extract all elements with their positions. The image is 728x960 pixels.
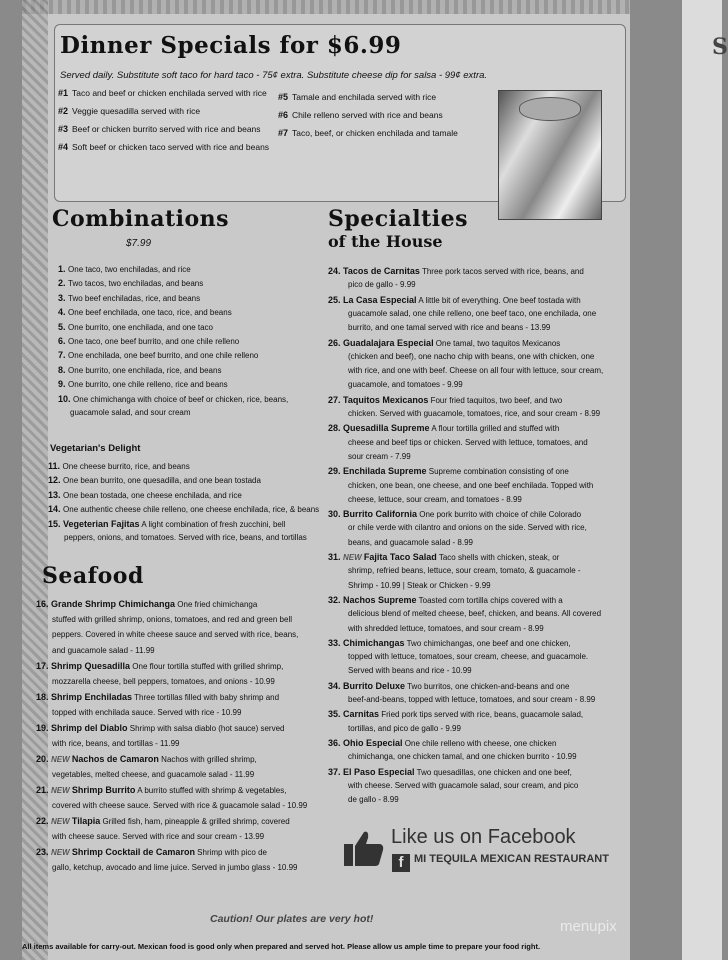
menu-line [348,579,491,593]
item-name: La Casa Especial [343,294,417,305]
menu-line [58,348,258,363]
item-number: 16. [36,599,52,609]
menu-line [348,407,600,421]
item-text: Taco, beef, or chicken enchilada and tamale [292,128,458,138]
item-number: 3. [58,292,69,303]
menu-line [328,636,571,651]
item-text: sour cream - 7.99 [348,451,411,461]
menu-line [328,679,569,694]
menu-line [64,531,307,545]
item-text: Four fried taquitos, two beef, and two [428,395,563,405]
item-number: 6. [58,336,69,346]
item-text: topped with lettuce, tomatoes, sour cream, cheese, and guacamole. [348,652,589,662]
menu-line [70,406,191,420]
item-number: 14. [48,504,64,515]
item-name: Carnitas [343,709,380,720]
menu-line [328,736,556,751]
item-text: with rice, beans, and tortillas - 11.99 [52,738,180,748]
item-text: One chimichanga with choice of beef or chicken, rice, beans, [73,394,289,404]
item-text: One cheese burrito, rice, and beans [62,462,190,471]
item-text: Shrimp - 10.99 | Steak or Chicken - 9.99 [348,580,491,590]
item-text: One chile relleno with cheese, one chicken [402,738,557,748]
item-text: guacamole salad, and sour cream [70,408,191,417]
item-text: peppers, onions, and tomatoes. Served with rice, beans, and tortillas [64,533,307,542]
item-text: One bean tostada, one cheese enchilada, and rice [63,490,242,500]
item-number: 10. [58,393,74,404]
menu-line [328,293,581,308]
menu-line [348,307,596,321]
dinner-specials-title: Dinner Specials for $6.99 [60,32,402,59]
item-text: One bean burrito, one quesadilla, and one bean tostada [63,476,261,486]
menu-line [328,765,572,780]
item-number: 24. [328,266,344,276]
menu-page [22,0,630,960]
item-text: Two chimichangas, one beef and one chicken, [404,638,571,648]
new-badge: NEW [51,817,72,826]
item-number: 2. [58,278,69,289]
item-text: pico de gallo - 9.99 [348,280,416,290]
item-text: Fried pork tips served with rice, beans, guacamole salad, [379,710,584,720]
thumbs-up-icon [342,828,386,868]
item-text: Served with beans and rice - 10.99 [348,666,472,676]
item-text: shrimp, refried beans, lettuce, sour cream, tomato, & guacamole - [348,566,581,576]
menu-line [348,521,587,535]
dinner-specials-left-list [58,84,269,156]
menu-line [328,393,562,408]
menu-line [52,799,307,813]
item-text: delicious blend of melted cheese, beef, chicken, and beans. All covered [348,609,602,619]
item-text: de gallo - 8.99 [348,795,399,805]
menu-line [58,262,191,277]
menu-line [348,722,461,736]
item-text: One beef enchilada, one taco, rice, and beans [68,308,232,318]
item-text: One fried chimichanga [175,600,258,609]
item-number: 25. [328,294,344,305]
menu-line [348,364,603,378]
item-text: stuffed with grilled shrimp, onions, tomatoes, and red and green bell [52,614,292,624]
menu-line [36,721,285,736]
menu-line [36,659,283,674]
item-name: Taquitos Mexicanos [343,394,429,405]
item-number: 36. [328,737,344,748]
item-number: 9. [58,379,69,390]
menu-line [348,650,588,664]
drink-cup-photo [498,90,602,220]
item-text: cheese, lettuce, sour cream, and tomatoes - 8.99 [348,494,522,504]
item-text: One enchilada, one beef burrito, and one chile relleno [68,351,259,361]
item-number: 32. [328,594,344,605]
item-text: Taco and beef or chicken enchilada served with rice [72,88,267,98]
menu-line [348,779,578,793]
item-number: 23. [36,847,52,857]
menu-line [328,264,584,279]
item-text: with rice, and one with beef. Cheese on all four with lettuce, sour cream, [348,366,604,376]
item-name: Shrimp del Diablo [51,723,128,733]
item-number: #3 [58,124,69,134]
item-text: One flour tortilla stuffed with grilled shrimp, [130,662,284,671]
item-number: 33. [328,637,344,648]
item-text: A light combination of fresh zucchini, bell [139,519,286,529]
menu-line [36,752,257,767]
item-number: #7 [278,128,289,138]
item-text: Three tortillas filled with baby shrimp and [132,693,280,702]
menu-line [36,845,267,860]
item-name: Nachos de Camaron [71,754,159,764]
item-number: 22. [36,816,52,826]
item-name: El Paso Especial [343,766,415,777]
watermark: menupix [560,918,617,935]
menu-line [52,706,241,720]
item-text: Three pork tacos served with rice, beans, and [419,267,584,276]
item-text: Two tacos, two enchiladas, and beans [68,279,204,289]
item-text: covered with cheese sauce. Served with rice & guacamole salad - 10.99 [52,800,308,810]
item-number: #1 [58,88,69,98]
caution-text: Caution! Our plates are very hot! [210,913,374,925]
item-text: chicken, one bean, one cheese, and one beef enchilada. Topped with [348,480,594,490]
item-text: or chile verde with cilantro and onions on the side. Served with rice, [348,523,587,533]
dinner-special-item [58,102,269,120]
item-text: One burrito, one chile relleno, rice and beans [68,380,228,390]
adjacent-page-letter: S [712,34,728,60]
menu-line [348,479,593,493]
item-number: 5. [58,321,69,332]
item-number: 29. [328,466,344,477]
item-text: A flour tortilla grilled and stuffed with [429,424,560,434]
specialties-title: Specialties [328,206,469,232]
item-text: Tamale and enchilada served with rice [292,92,437,102]
menu-line [328,707,583,722]
item-number: 27. [328,394,344,405]
seafood-title: Seafood [42,563,144,589]
item-text: One burrito, one enchilada, rice, and beans [68,365,222,375]
combinations-title: Combinations [52,206,230,232]
menu-line [348,450,411,464]
item-text: One tamal, two taquitos Mexicanos [433,338,561,348]
menu-line [48,502,319,517]
item-text: with shredded lettuce, tomatoes, and sour cream - 8.99 [348,623,544,633]
item-text: Toasted corn tortilla chips covered with a [416,595,563,605]
menu-line [328,593,563,608]
item-number: 19. [36,723,52,733]
vegetarian-title: Vegetarian's Delight [50,443,141,454]
menu-line [348,436,588,450]
item-text: guacamole, and tomatoes - 9.99 [348,380,463,390]
menu-line [328,336,560,351]
item-name: Tacos de Carnitas [343,266,420,276]
item-name: Nachos Supreme [343,594,417,605]
menu-line [36,814,290,829]
new-badge: NEW [51,755,72,764]
menu-line [52,628,298,642]
dinner-special-item [58,120,269,138]
item-number: 4. [58,307,69,318]
item-text: Supreme combination consisting of one [426,467,569,477]
item-number: 13. [48,489,64,500]
item-name: Burrito California [343,509,418,520]
item-number: #2 [58,106,69,116]
item-number: #6 [278,110,289,120]
new-badge: NEW [51,786,72,795]
item-name: Shrimp Enchiladas [51,692,133,702]
item-name: Vegeterian Fajitas [63,518,140,529]
menu-line [348,607,601,621]
menu-line [348,664,472,678]
item-name: Tilapia [71,816,101,826]
item-number: 35. [328,709,344,720]
item-text: (chicken and beef), one nacho chip with beans, one with chicken, one [348,351,595,361]
dinner-special-item [278,106,458,124]
item-text: Grilled fish, ham, pineapple & grilled shrimp, covered [100,817,290,826]
footer-note: All items available for carry-out. Mexican food is good only when prepared and served hot. Please allow us ample time to prepare your food right. [22,942,541,951]
menu-line [52,768,254,782]
menu-line [48,459,190,474]
menu-line [348,793,399,807]
dinner-special-item [278,124,458,142]
item-name: Shrimp Burrito [71,785,136,795]
item-text: One taco, one beef burrito, and one chile relleno [68,337,240,346]
item-number: 20. [36,754,52,764]
menu-line [58,363,221,378]
menu-line [58,334,239,349]
dinner-special-item [278,88,458,106]
menu-line [52,613,292,627]
dinner-special-item [58,138,269,156]
item-number: 11. [48,461,63,471]
item-text: chicken. Served with guacamole, tomatoes, rice, and sour cream - 8.99 [348,409,601,418]
menu-line [52,737,179,751]
menu-line [58,320,213,335]
item-number: 15. [48,518,64,529]
restaurant-name: MI TEQUILA MEXICAN RESTAURANT [414,853,609,865]
item-text: and guacamole salad - 11.99 [52,645,155,655]
item-text: One taco, two enchiladas, and rice [68,265,191,274]
item-text: A burrito stuffed with shrimp & vegetables, [135,786,287,795]
item-text: with cheese. Served with guacamole salad, sour cream, and pico [348,780,579,790]
item-number: 26. [328,337,344,348]
dinner-specials-right-list [278,88,458,142]
menu-line [58,392,288,407]
item-text: beans, and guacamole salad - 8.99 [348,537,473,547]
item-text: peppers. Covered in white cheese sauce and served with rice, beans, [52,630,299,639]
item-number: 1. [58,264,69,274]
item-name: Chimichangas [343,637,405,648]
new-badge: NEW [343,553,364,562]
item-text: guacamole salad, one chile relleno, one beef taco, one enchilada, one [348,308,597,318]
menu-line [52,644,155,658]
menu-line [48,473,261,488]
item-number: 34. [328,680,344,691]
menu-line [328,464,569,479]
item-text: Shrimp with pico de [194,848,267,857]
item-number: 21. [36,785,52,795]
menu-line [348,750,577,764]
menu-line [58,291,200,306]
menu-line [348,693,595,707]
item-text: with cheese sauce. Served with rice and sour cream - 13.99 [52,831,265,841]
item-number: #5 [278,92,289,102]
item-number: 7. [58,350,69,361]
menu-line [58,305,232,320]
item-text: beef-and-beans, topped with lettuce, tomatoes, and sour cream - 8.99 [348,695,596,704]
menu-line [48,517,285,532]
item-text: vegetables, melted cheese, and guacamole salad - 11.99 [52,769,255,779]
item-number: 28. [328,423,344,434]
item-text: tortillas, and pico de gallo - 9.99 [348,723,461,733]
item-text: Taco shells with chicken, steak, or [436,553,560,562]
item-text: cheese and beef tips or chicken. Served with lettuce, tomatoes, and [348,437,588,447]
menu-line [52,861,297,875]
menu-line [48,488,242,503]
item-text: Chile relleno served with rice and beans [292,110,443,120]
menu-line [328,507,581,522]
menu-line [348,536,473,550]
facebook-like-text[interactable]: Like us on Facebook [391,826,576,848]
item-number: 8. [58,364,69,375]
menu-line [36,690,279,705]
item-text: Two beef enchiladas, rice, and beans [68,293,201,303]
item-number: 37. [328,766,344,777]
item-text: Nachos with grilled shrimp, [158,755,257,764]
item-text: mozzarella cheese, bell peppers, tomatoes, and onions - 10.99 [52,676,275,686]
item-name: Enchilada Supreme [343,466,427,477]
menu-line [328,421,559,436]
item-name: Quesadilla Supreme [343,423,430,434]
adjacent-page [682,0,728,960]
menu-line [36,783,286,798]
item-text: One pork burrito with choice of chile Colorado [417,510,582,520]
item-number: 12. [48,475,64,486]
item-name: Shrimp Quesadilla [51,661,131,671]
item-number: 17. [36,661,52,671]
item-text: burrito, and one tamal served with rice and beans - 13.99 [348,323,551,333]
new-badge: NEW [51,848,72,857]
combinations-price: $7.99 [126,238,152,249]
menu-line [348,493,522,507]
item-name: Guadalajara Especial [343,337,434,348]
menu-line [52,675,275,689]
item-text: Shrimp with salsa diablo (hot sauce) served [127,724,285,733]
specialties-subtitle: of the House [328,232,443,251]
item-name: Fajita Taco Salad [363,552,437,562]
item-text: A little bit of everything. One beef tostada with [416,295,581,305]
decorative-border-top [22,0,630,14]
menu-line [328,550,559,565]
item-text: Veggie quesadilla served with rice [72,106,201,116]
item-name: Grande Shrimp Chimichanga [51,599,176,609]
item-text: Soft beef or chicken taco served with rice and beans [72,142,270,152]
item-text: chimichanga, one chicken tamal, and one chicken burrito - 10.99 [348,752,577,762]
item-number: 31. [328,552,344,562]
menu-line [348,378,463,392]
menu-line [52,830,264,844]
item-text: Two quesadillas, one chicken and one beef, [414,767,572,777]
menu-line [58,377,228,392]
item-text: Two burritos, one chicken-and-beans and one [405,681,570,691]
item-name: Ohio Especial [343,737,403,748]
menu-line [348,622,544,636]
item-text: topped with enchilada sauce. Served with rice - 10.99 [52,707,242,717]
cup-lid [519,97,581,121]
menu-line [36,597,257,612]
item-name: Burrito Deluxe [343,680,406,691]
item-text: Beef or chicken burrito served with rice and beans [72,124,261,134]
item-number: 18. [36,692,52,702]
item-name: Shrimp Cocktail de Camaron [71,847,195,857]
menu-line [348,350,594,364]
item-text: One authentic cheese chile relleno, one cheese enchilada, rice, & beans [63,505,320,515]
dinner-specials-note: Served daily. Substitute soft taco for hard taco - 75¢ extra. Substitute cheese dip for salsa - 99¢ extra. [60,70,488,81]
item-text: gallo, ketchup, avocado and lime juice. Served in jumbo glass - 10.99 [52,862,298,872]
item-number: #4 [58,142,69,152]
dinner-special-item [58,84,269,102]
facebook-icon[interactable]: f [392,854,410,872]
item-number: 30. [328,509,344,520]
menu-line [58,276,203,291]
menu-line [348,321,550,335]
item-text: One burrito, one enchilada, and one taco [68,322,214,332]
menu-line [348,564,581,578]
menu-line [348,278,416,292]
